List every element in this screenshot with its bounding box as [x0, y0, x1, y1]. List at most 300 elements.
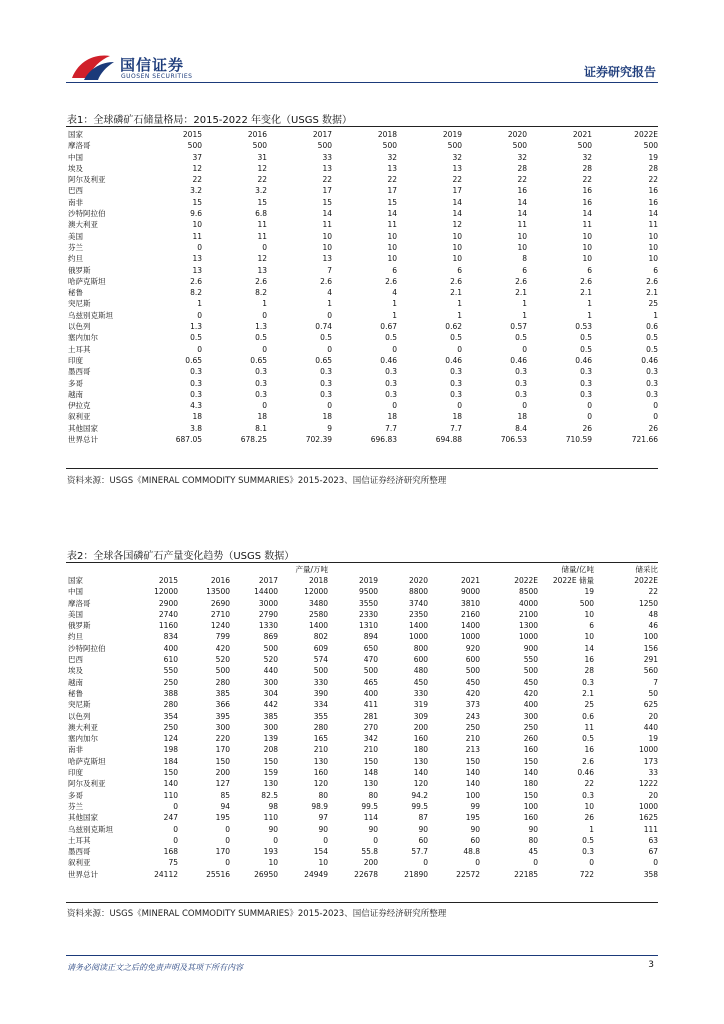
country-cell: 墨西哥	[68, 367, 91, 377]
value-cell: 500	[579, 598, 595, 608]
country-cell: 中国	[68, 587, 83, 597]
value-cell: 0.3	[646, 389, 658, 399]
value-cell: 0.6	[646, 322, 658, 332]
table-row	[66, 665, 658, 676]
value-cell: 18	[257, 412, 267, 422]
value-cell: 200	[215, 768, 230, 778]
value-cell: 0	[323, 835, 329, 845]
table-row	[66, 654, 658, 665]
value-cell: 385	[263, 711, 278, 721]
table2-bottom-rule	[66, 902, 658, 903]
value-cell: 8.4	[515, 423, 527, 433]
value-cell: 1160	[158, 621, 178, 631]
table-row	[66, 688, 658, 699]
value-cell: 1	[589, 824, 595, 834]
value-cell: 100	[523, 801, 539, 811]
table-row	[66, 231, 658, 242]
value-cell: 0.46	[380, 355, 397, 365]
report-type-title: 证券研究报告	[583, 65, 656, 79]
value-cell: 0	[373, 835, 379, 845]
value-cell: 25	[584, 700, 595, 710]
country-cell: 哈萨克斯坦	[68, 756, 106, 766]
value-cell: 2790	[258, 609, 278, 619]
value-cell: 14	[582, 209, 592, 219]
value-cell: 0.65	[315, 355, 332, 365]
column-header: 2016	[210, 576, 230, 585]
value-cell: 210	[313, 745, 329, 755]
value-cell: 420	[523, 688, 539, 698]
value-cell: 21890	[404, 869, 429, 879]
value-cell: 140	[163, 779, 178, 789]
value-cell: 180	[523, 779, 539, 789]
value-cell: 10	[584, 609, 595, 619]
value-cell: 213	[465, 745, 481, 755]
country-cell: 美国	[68, 231, 83, 241]
value-cell: 334	[313, 700, 329, 710]
value-cell: 97	[318, 813, 329, 823]
value-cell: 159	[263, 768, 278, 778]
value-cell: 0	[197, 242, 202, 252]
table-row	[66, 298, 658, 309]
column-header: 2020	[507, 130, 527, 139]
value-cell: 16	[584, 745, 595, 755]
logo-text-cn: 国信证券	[120, 56, 185, 74]
value-cell: 250	[523, 722, 539, 732]
value-cell: 18	[517, 412, 527, 422]
value-cell: 1	[522, 299, 527, 309]
value-cell: 0.62	[445, 322, 462, 332]
table-row	[66, 366, 658, 377]
value-cell: 270	[363, 722, 379, 732]
value-cell: 1000	[638, 801, 659, 811]
value-cell: 18	[452, 412, 462, 422]
value-cell: 2740	[158, 609, 178, 619]
value-cell: 0.65	[185, 355, 202, 365]
table-row	[66, 265, 658, 276]
value-cell: 98	[268, 801, 278, 811]
value-cell: 28	[584, 666, 595, 676]
value-cell: 160	[523, 745, 539, 755]
value-cell: 702.39	[305, 435, 332, 445]
value-cell: 1	[327, 299, 332, 309]
value-cell: 50	[648, 688, 659, 698]
value-cell: 420	[215, 643, 230, 653]
value-cell: 13500	[206, 587, 230, 597]
country-cell: 土耳其	[68, 835, 91, 845]
value-cell: 0.3	[515, 378, 527, 388]
value-cell: 1000	[518, 632, 539, 642]
value-cell: 22	[517, 175, 527, 185]
value-cell: 10	[582, 231, 592, 241]
country-cell: 突尼斯	[68, 299, 91, 309]
table1-source: 资料来源：USGS《MINERAL COMMODITY SUMMARIES》2015-2023、国信证券经济研究所整理	[67, 476, 447, 486]
value-cell: 15	[257, 197, 267, 207]
value-cell: 110	[163, 790, 178, 800]
value-cell: 80	[368, 790, 379, 800]
table-row	[66, 219, 658, 230]
value-cell: 280	[215, 677, 230, 687]
table1-caption: 表1：全球磷矿石储量格局：2015-2022 年变化（USGS 数据）	[67, 115, 352, 126]
value-cell: 9500	[358, 587, 379, 597]
value-cell: 8.2	[190, 288, 202, 298]
value-cell: 1000	[638, 745, 659, 755]
value-cell: 600	[413, 655, 429, 665]
value-cell: 0	[533, 858, 539, 868]
value-cell: 2.6	[320, 276, 332, 286]
value-cell: 0.3	[255, 378, 267, 388]
table-row	[66, 411, 658, 422]
value-cell: 10	[648, 254, 658, 264]
value-cell: 390	[313, 688, 329, 698]
value-cell: 304	[263, 688, 278, 698]
value-cell: 0.3	[582, 847, 595, 857]
value-cell: 22678	[354, 869, 379, 879]
country-cell: 摩洛哥	[68, 141, 91, 151]
value-cell: 0	[522, 401, 527, 411]
country-cell: 阿尔及利亚	[68, 175, 106, 185]
value-cell: 560	[643, 666, 659, 676]
value-cell: 14	[322, 209, 332, 219]
value-cell: 247	[163, 813, 178, 823]
value-cell: 195	[465, 813, 481, 823]
value-cell: 12	[257, 254, 267, 264]
value-cell: 94.2	[411, 790, 429, 800]
value-cell: 17	[452, 186, 462, 196]
column-header: 2017	[312, 130, 332, 139]
value-cell: 0.3	[580, 389, 592, 399]
value-cell: 1625	[638, 813, 659, 823]
value-cell: 696.83	[370, 435, 397, 445]
value-cell: 0.5	[515, 333, 527, 343]
value-cell: 3.2	[190, 186, 202, 196]
value-cell: 10	[452, 242, 462, 252]
value-cell: 60	[470, 835, 481, 845]
value-cell: 0.46	[577, 768, 595, 778]
value-cell: 280	[313, 722, 329, 732]
value-cell: 0	[475, 858, 481, 868]
table1-top-rule	[66, 126, 658, 127]
value-cell: 210	[465, 734, 481, 744]
value-cell: 140	[465, 779, 481, 789]
value-cell: 26	[584, 813, 595, 823]
value-cell: 625	[643, 700, 659, 710]
country-cell: 乌兹别克斯坦	[68, 824, 113, 834]
value-cell: 0.46	[445, 355, 462, 365]
value-cell: 90	[528, 824, 539, 834]
value-cell: 0.3	[190, 378, 202, 388]
country-cell: 澳大利亚	[68, 722, 98, 732]
value-cell: 130	[263, 779, 278, 789]
country-cell: 阿尔及利亚	[68, 779, 106, 789]
value-cell: 10	[582, 242, 592, 252]
value-cell: 10	[517, 242, 527, 252]
table-row	[66, 400, 658, 411]
country-cell: 印度	[68, 768, 83, 778]
value-cell: 148	[363, 768, 379, 778]
value-cell: 0.5	[580, 344, 592, 354]
value-cell: 150	[523, 790, 539, 800]
value-cell: 220	[215, 734, 230, 744]
value-cell: 300	[263, 677, 278, 687]
value-cell: 32	[387, 152, 397, 162]
value-cell: 22	[582, 175, 592, 185]
value-cell: 90	[318, 824, 329, 834]
value-cell: 0.3	[515, 389, 527, 399]
value-cell: 16	[648, 197, 658, 207]
value-cell: 0	[173, 824, 178, 834]
value-cell: 25516	[206, 869, 230, 879]
value-cell: 500	[252, 141, 267, 151]
value-cell: 90	[368, 824, 379, 834]
value-cell: 0	[327, 310, 332, 320]
table-row	[66, 242, 658, 253]
value-cell: 0.5	[582, 835, 595, 845]
value-cell: 2690	[210, 598, 230, 608]
value-cell: 22	[257, 175, 267, 185]
value-cell: 180	[413, 745, 429, 755]
value-cell: 354	[163, 711, 178, 721]
value-cell: 200	[413, 722, 429, 732]
value-cell: 2160	[460, 609, 481, 619]
value-cell: 9000	[460, 587, 481, 597]
country-cell: 摩洛哥	[68, 598, 91, 608]
table-row	[66, 609, 658, 620]
value-cell: 150	[523, 756, 539, 766]
country-cell: 多哥	[68, 378, 83, 388]
value-cell: 342	[363, 734, 379, 744]
value-cell: 4000	[518, 598, 539, 608]
value-cell: 140	[523, 768, 539, 778]
value-cell: 25	[648, 299, 658, 309]
value-cell: 22	[387, 175, 397, 185]
value-cell: 2.6	[582, 756, 595, 766]
value-cell: 63	[648, 835, 659, 845]
value-cell: 450	[523, 677, 539, 687]
value-cell: 28	[648, 163, 658, 173]
column-header: 2016	[247, 130, 267, 139]
value-cell: 6	[587, 265, 592, 275]
value-cell: 16	[582, 197, 592, 207]
value-cell: 1300	[518, 621, 539, 631]
value-cell: 14	[584, 643, 595, 653]
value-cell: 130	[363, 779, 379, 789]
value-cell: 0	[197, 344, 202, 354]
value-cell: 31	[257, 152, 267, 162]
value-cell: 500	[577, 141, 592, 151]
value-cell: 0	[173, 835, 178, 845]
value-cell: 8	[522, 254, 527, 264]
value-cell: 0	[653, 401, 658, 411]
value-cell: 0.3	[385, 389, 397, 399]
value-cell: 465	[363, 677, 379, 687]
value-cell: 13	[387, 163, 397, 173]
value-cell: 99.5	[411, 801, 429, 811]
value-cell: 120	[313, 779, 329, 789]
table-row	[66, 378, 658, 389]
value-cell: 0	[173, 801, 178, 811]
country-cell: 美国	[68, 609, 83, 619]
value-cell: 1250	[638, 598, 659, 608]
value-cell: 0.3	[580, 378, 592, 388]
value-cell: 250	[163, 722, 178, 732]
value-cell: 385	[215, 688, 230, 698]
value-cell: 0.5	[385, 333, 397, 343]
country-cell: 约旦	[68, 254, 83, 264]
value-cell: 2.6	[385, 276, 397, 286]
country-cell: 越南	[68, 677, 83, 687]
country-cell: 芬兰	[68, 801, 83, 811]
value-cell: 22	[648, 175, 658, 185]
value-cell: 869	[263, 632, 278, 642]
value-cell: 200	[363, 858, 379, 868]
value-cell: 520	[263, 655, 278, 665]
value-cell: 2.6	[450, 276, 462, 286]
value-cell: 0.74	[315, 322, 332, 332]
table-row	[66, 744, 658, 755]
value-cell: 130	[313, 756, 329, 766]
value-cell: 22185	[514, 869, 539, 879]
value-cell: 3740	[408, 598, 429, 608]
value-cell: 20	[648, 711, 659, 721]
value-cell: 28	[517, 163, 527, 173]
value-cell: 0.3	[646, 378, 658, 388]
value-cell: 0.3	[190, 389, 202, 399]
value-cell: 14	[452, 209, 462, 219]
value-cell: 10	[192, 220, 202, 230]
column-header: 2017	[258, 576, 278, 585]
value-cell: 0	[589, 858, 595, 868]
value-cell: 0	[457, 344, 462, 354]
value-cell: 80	[318, 790, 329, 800]
country-cell: 沙特阿拉伯	[68, 209, 106, 219]
value-cell: 0.3	[646, 367, 658, 377]
value-cell: 10	[268, 858, 278, 868]
value-cell: 24112	[154, 869, 178, 879]
value-cell: 7	[327, 265, 332, 275]
value-cell: 450	[465, 677, 481, 687]
value-cell: 90	[268, 824, 278, 834]
value-cell: 900	[523, 643, 539, 653]
value-cell: 37	[192, 152, 202, 162]
disclaimer-text: 请务必阅读正文之后的免责声明及其项下所有内容	[67, 963, 243, 972]
value-cell: 12	[452, 220, 462, 230]
value-cell: 0	[225, 835, 230, 845]
column-header: 国家	[68, 576, 83, 585]
country-cell: 土耳其	[68, 344, 91, 354]
page-number: 3	[648, 960, 654, 970]
column-header: 2018	[308, 576, 329, 585]
country-cell: 叙利亚	[68, 412, 91, 422]
value-cell: 721.66	[631, 435, 658, 445]
value-cell: 400	[363, 688, 379, 698]
value-cell: 82.5	[261, 790, 278, 800]
value-cell: 10	[387, 231, 397, 241]
value-cell: 156	[643, 643, 659, 653]
value-cell: 355	[313, 711, 329, 721]
value-cell: 0.5	[580, 333, 592, 343]
value-cell: 300	[263, 722, 278, 732]
country-cell: 沙特阿拉伯	[68, 643, 106, 653]
value-cell: 373	[465, 700, 481, 710]
logo-mark-icon	[70, 52, 116, 82]
value-cell: 124	[163, 734, 178, 744]
value-cell: 32	[452, 152, 462, 162]
value-cell: 520	[215, 655, 230, 665]
value-cell: 48	[648, 609, 659, 619]
column-header: 国家	[68, 130, 83, 139]
table-row	[66, 824, 658, 835]
value-cell: 0.65	[250, 355, 267, 365]
value-cell: 67	[648, 847, 659, 857]
country-cell: 中国	[68, 152, 83, 162]
country-cell: 印度	[68, 355, 83, 365]
value-cell: 22	[648, 587, 659, 597]
value-cell: 7.7	[450, 423, 462, 433]
value-cell: 1222	[638, 779, 659, 789]
value-cell: 28	[582, 163, 592, 173]
country-cell: 俄罗斯	[68, 621, 91, 631]
value-cell: 14	[517, 209, 527, 219]
value-cell: 15	[387, 197, 397, 207]
value-cell: 160	[523, 813, 539, 823]
value-cell: 600	[465, 655, 481, 665]
table-row	[66, 310, 658, 321]
value-cell: 20	[648, 790, 659, 800]
value-cell: 99	[470, 801, 481, 811]
value-cell: 140	[413, 768, 429, 778]
table2-source: 资料来源：USGS《MINERAL COMMODITY SUMMARIES》2015-2023、国信证券经济研究所整理	[67, 909, 447, 919]
country-cell: 秘鲁	[68, 688, 83, 698]
value-cell: 4.3	[190, 401, 202, 411]
value-cell: 139	[263, 734, 278, 744]
value-cell: 0	[262, 401, 267, 411]
value-cell: 16	[517, 186, 527, 196]
value-cell: 0.3	[580, 367, 592, 377]
country-cell: 芬兰	[68, 242, 83, 252]
value-cell: 4	[392, 288, 397, 298]
value-cell: 500	[317, 141, 332, 151]
value-cell: 574	[313, 655, 329, 665]
table-row	[66, 801, 658, 812]
value-cell: 160	[413, 734, 429, 744]
value-cell: 0	[423, 858, 429, 868]
value-cell: 500	[215, 666, 230, 676]
table-row	[66, 790, 658, 801]
value-cell: 7.7	[385, 423, 397, 433]
value-cell: 2710	[210, 609, 230, 619]
value-cell: 114	[363, 813, 379, 823]
group-header-production: 产量/万吨	[295, 565, 329, 574]
value-cell: 1	[457, 310, 462, 320]
value-cell: 0.46	[510, 355, 527, 365]
table-row	[66, 163, 658, 174]
table-row	[66, 140, 658, 151]
value-cell: 550	[163, 666, 178, 676]
value-cell: 80	[528, 835, 539, 845]
value-cell: 500	[187, 141, 202, 151]
value-cell: 1000	[408, 632, 429, 642]
value-cell: 32	[582, 152, 592, 162]
value-cell: 500	[643, 141, 658, 151]
value-cell: 0.5	[646, 344, 658, 354]
value-cell: 18	[322, 412, 332, 422]
value-cell: 280	[163, 700, 178, 710]
value-cell: 330	[413, 688, 429, 698]
value-cell: 500	[447, 141, 462, 151]
value-cell: 0.3	[255, 389, 267, 399]
value-cell: 706.53	[500, 435, 527, 445]
value-cell: 14400	[254, 587, 278, 597]
